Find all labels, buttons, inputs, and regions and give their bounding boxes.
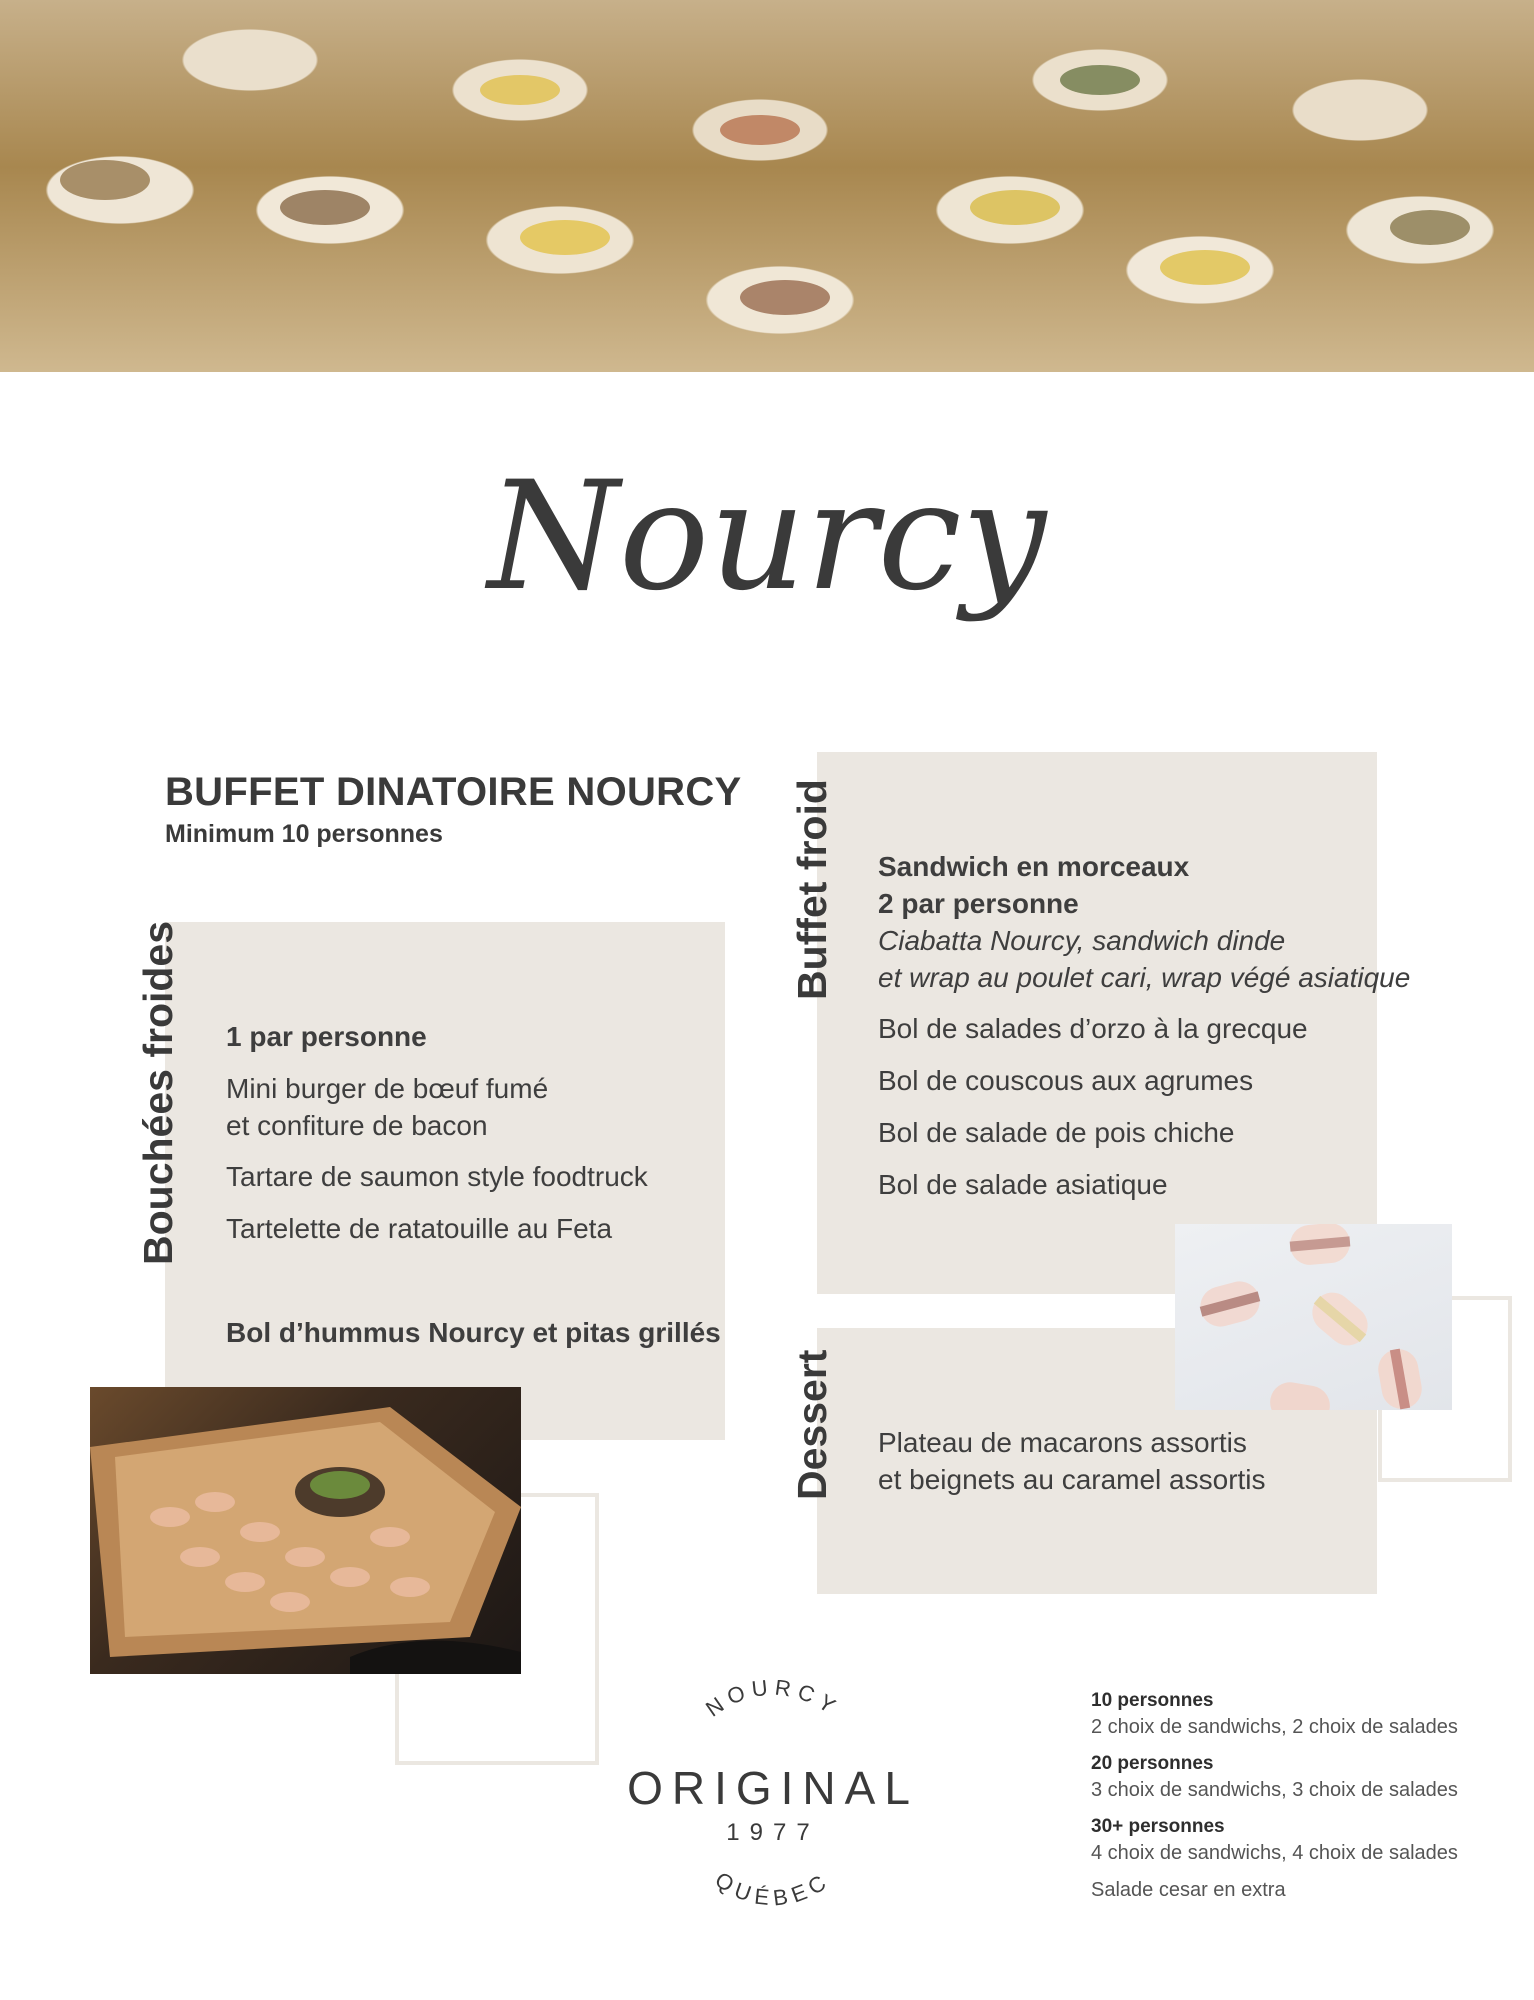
pricing-tier-text: 3 choix de sandwichs, 3 choix de salades: [1091, 1779, 1458, 1801]
section-label-buffet-froid: Buffet froid: [789, 779, 835, 1000]
seal-top-text: NOURCY: [701, 1680, 845, 1722]
seal-year: 1977: [726, 1819, 820, 1846]
menu-item: Bol de salades d’orzo à la grecque: [878, 1013, 1308, 1044]
section-label-bouchees: Bouchées froides: [135, 920, 181, 1265]
svg-text:NOURCY: [701, 1680, 845, 1722]
buffet-froid-quantity: 2 par personne: [878, 888, 1079, 919]
menu-item: Plateau de macarons assortis: [878, 1427, 1247, 1458]
menu-item: Mini burger de bœuf fumé: [226, 1073, 549, 1104]
buffet-froid-description: Ciabatta Nourcy, sandwich dinde: [878, 925, 1286, 956]
seal-title: ORIGINAL: [627, 1762, 919, 1814]
menu-item: Bol de salade de pois chiche: [878, 1117, 1235, 1148]
menu-item: Bol de salade asiatique: [878, 1169, 1168, 1200]
brand-script-text: Nourcy: [487, 450, 1047, 624]
brand-script-logo: [0, 438, 1534, 658]
pricing-tier-title: 30+ personnes: [1091, 1816, 1225, 1837]
pricing-tier-title: 20 personnes: [1091, 1753, 1214, 1774]
section-label-dessert: Dessert: [789, 1349, 835, 1500]
bouchees-extra: Bol d’hummus Nourcy et pitas grillés: [226, 1317, 721, 1348]
bouchees-quantity: 1 par personne: [226, 1021, 427, 1052]
svg-text:QUÉBEC: [711, 1867, 836, 1911]
nourcy-original-seal: [623, 1680, 923, 1920]
macarons-photo: [1175, 1224, 1452, 1410]
pricing-tier-text: 4 choix de sandwichs, 4 choix de salades: [1091, 1842, 1458, 1864]
menu-title: BUFFET DINATOIRE NOURCY: [165, 770, 742, 814]
menu-item: et confiture de bacon: [226, 1110, 488, 1141]
tray-photo: [90, 1387, 521, 1674]
pricing-note: Salade cesar en extra: [1091, 1879, 1286, 1901]
pricing-tier-text: 2 choix de sandwichs, 2 choix de salades: [1091, 1716, 1458, 1738]
menu-subtitle: Minimum 10 personnes: [165, 820, 443, 848]
hero-food-photo: [0, 0, 1534, 372]
seal-bottom-text: QUÉBEC: [710, 1866, 836, 1911]
buffet-froid-heading: Sandwich en morceaux: [878, 851, 1190, 882]
pricing-tier-title: 10 personnes: [1091, 1690, 1214, 1711]
menu-item: et beignets au caramel assortis: [878, 1464, 1266, 1495]
menu-item: Tartare de saumon style foodtruck: [226, 1161, 648, 1192]
menu-item: Bol de couscous aux agrumes: [878, 1065, 1254, 1096]
buffet-froid-description: et wrap au poulet cari, wrap végé asiatique: [878, 962, 1411, 993]
menu-item: Tartelette de ratatouille au Feta: [226, 1213, 613, 1244]
pricing-list: [1091, 1690, 1511, 1902]
